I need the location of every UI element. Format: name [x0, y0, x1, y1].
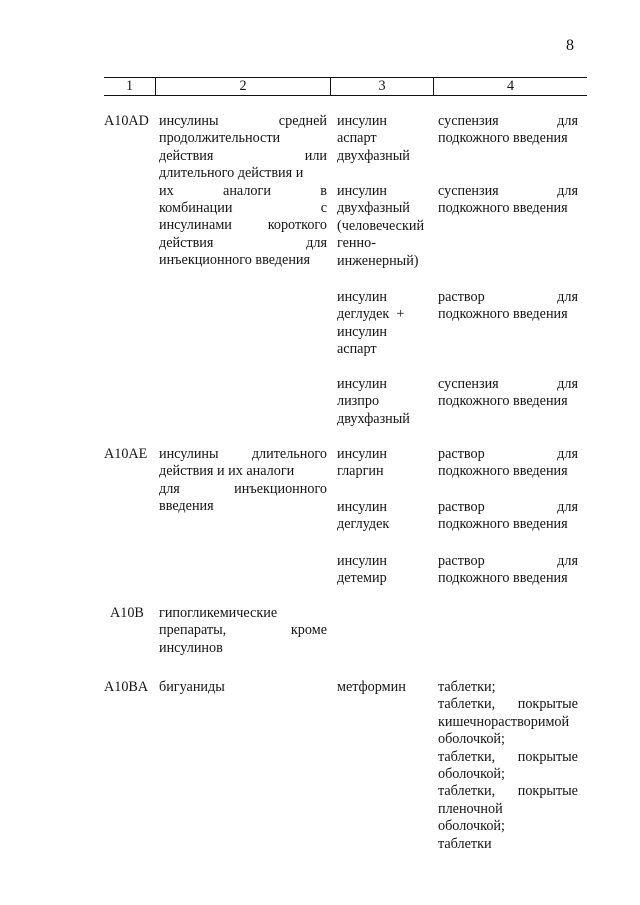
drug-name [337, 113, 431, 165]
dosage-form-line-word: для [557, 553, 578, 569]
dosage-form [438, 679, 578, 853]
drug-name-line: инсулин [337, 113, 388, 129]
drug-name-line: (человеческий [337, 217, 425, 234]
description-line [159, 640, 327, 657]
description-line [159, 446, 327, 463]
dosage-form-line [438, 130, 578, 147]
description-line-word: введения [159, 498, 214, 515]
drug-name-line: аспарт [337, 130, 377, 147]
dosage-form-line-word: для [557, 499, 578, 515]
dosage-form-line [438, 516, 578, 533]
page-number: 8 [566, 37, 574, 54]
dosage-form-line-word: для [557, 376, 578, 392]
description-line-word: инсулинами [159, 217, 232, 234]
dosage-form-line [438, 499, 578, 516]
drug-name [337, 499, 431, 534]
dosage-form-line [438, 679, 578, 696]
description-line-word: инсулины [159, 113, 219, 129]
dosage-form-line-word: пленочной [438, 800, 503, 817]
dosage-form-line-word: для [557, 446, 578, 462]
description-line [159, 200, 327, 217]
description-line-word: комбинации [159, 199, 233, 216]
dosage-form-line-word: раствор [438, 499, 485, 515]
description-line [159, 217, 327, 234]
dosage-form-line [438, 749, 578, 766]
drug-name-line: лизпро [337, 393, 380, 410]
dosage-form-line-word: подкожного введения [438, 516, 568, 533]
dosage-form-line [438, 818, 578, 835]
dosage-form-line-word: подкожного введения [438, 463, 568, 480]
description-line-word: для [159, 480, 180, 497]
description-line [159, 498, 327, 515]
description-line [159, 235, 327, 252]
dosage-form-line-word: подкожного введения [438, 200, 568, 217]
dosage-form [438, 183, 578, 218]
dosage-form-line-word: подкожного введения [438, 306, 568, 323]
drug-name-line: аспарт [337, 341, 377, 358]
dosage-form [438, 113, 578, 148]
drug-name-line: инсулин [337, 183, 388, 199]
description-line-word: с [320, 199, 327, 216]
dosage-form-line [438, 714, 578, 731]
description-line [159, 183, 327, 200]
dosage-form-line [438, 446, 578, 463]
group-description [159, 113, 327, 270]
dosage-form-line [438, 306, 578, 323]
drug-name-line: генно- [337, 235, 376, 252]
description-line-word: действия [159, 147, 214, 164]
atc-code: A10AE [104, 446, 148, 462]
dosage-form-line [438, 766, 578, 783]
drug-name-line: инсулин [337, 446, 388, 462]
drug-name-line: инсулин [337, 323, 388, 340]
description-line-word: или [304, 147, 327, 164]
dosage-form-line-word: для [557, 289, 578, 305]
description-line-word: инъекционного введения [159, 252, 311, 269]
dosage-form-line-word: для [557, 113, 578, 129]
dosage-form-line [438, 731, 578, 748]
atc-code: A10B [110, 605, 144, 621]
description-line [159, 463, 327, 480]
description-line-word: продолжительности [159, 130, 281, 147]
drug-name-line: деглудек [337, 516, 390, 533]
dosage-form [438, 376, 578, 411]
drug-name-line: двухфазный [337, 200, 410, 217]
group-description [159, 679, 327, 696]
dosage-form-line [438, 553, 578, 570]
dosage-form-line [438, 836, 578, 853]
dosage-form-line [438, 289, 578, 306]
dosage-form-line-word: покрытые [517, 783, 578, 800]
dosage-form-line-word: таблетки, [438, 748, 496, 765]
dosage-form-line [438, 696, 578, 713]
dosage-form-line-word: подкожного введения [438, 130, 568, 147]
header-col-3: 3 [378, 78, 386, 94]
description-line-word: действия [159, 234, 214, 251]
dosage-form-line [438, 183, 578, 200]
dosage-form [438, 289, 578, 324]
description-line-word: инъекционного [234, 480, 327, 497]
drug-name [337, 289, 431, 359]
dosage-form-line-word: для [557, 183, 578, 199]
dosage-form-line [438, 200, 578, 217]
dosage-form-line-word: суспензия [438, 113, 499, 129]
drug-name [337, 183, 431, 270]
dosage-form-line [438, 376, 578, 393]
dosage-form-line [438, 113, 578, 130]
dosage-form-line-word: подкожного введения [438, 393, 568, 410]
drug-name-line: двухфазный [337, 147, 410, 164]
dosage-form-line [438, 783, 578, 800]
header-bottom-rule [104, 95, 587, 96]
drug-name-line: детемир [337, 570, 387, 587]
dosage-form-line-word: таблетки, [438, 783, 496, 800]
dosage-form [438, 553, 578, 588]
dosage-form-line-word: покрытые [517, 748, 578, 765]
description-line [159, 130, 327, 147]
dosage-form-line-word: кишечнорастворимой [438, 713, 570, 730]
drug-name-line: инженерный) [337, 252, 419, 269]
description-line-word: гипогликемические [159, 605, 278, 621]
drug-name-line: инсулин [337, 499, 388, 515]
dosage-form-line-word: раствор [438, 289, 485, 305]
dosage-form-line-word: оболочкой; [438, 818, 505, 835]
description-line-word: длительного [251, 446, 327, 462]
atc-code: A10BA [104, 679, 149, 695]
description-line [159, 252, 327, 269]
header-col-4: 4 [506, 78, 515, 94]
drug-name [337, 446, 431, 481]
description-line-word: инсулины [159, 446, 219, 462]
group-description [159, 446, 327, 516]
dosage-form-line-word: оболочкой; [438, 731, 505, 748]
dosage-form-line-word: подкожного введения [438, 570, 568, 587]
description-line-word: инсулинов [159, 639, 223, 656]
dosage-form-line-word: оболочкой; [438, 765, 505, 782]
description-line [159, 622, 327, 639]
description-line-word: кроме [290, 622, 327, 639]
dosage-form-line-word: таблетки; [438, 679, 496, 695]
dosage-form-line-word: раствор [438, 553, 485, 569]
description-line-word: их [159, 182, 174, 199]
dosage-form-line [438, 801, 578, 818]
dosage-form [438, 446, 578, 481]
description-line [159, 481, 327, 498]
description-line-word: препараты, [159, 622, 227, 639]
dosage-form [438, 499, 578, 534]
dosage-form-line [438, 570, 578, 587]
header-col-1: 1 [125, 78, 134, 94]
drug-name-line: инсулин [337, 376, 388, 392]
group-description [159, 605, 327, 657]
drug-name [337, 376, 431, 428]
description-line-word: бигуаниды [159, 679, 225, 695]
dosage-form-line-word: суспензия [438, 376, 499, 392]
description-line-word: действия и их аналоги [159, 463, 295, 480]
description-line-word: короткого [267, 217, 327, 234]
drug-name [337, 553, 431, 588]
atc-code: A10AD [104, 113, 149, 129]
drug-name-line: гларгин [337, 463, 384, 480]
drug-name [337, 679, 431, 696]
drug-name-line: метформин [337, 679, 406, 695]
dosage-form-line [438, 463, 578, 480]
description-line-word: длительного действия и [159, 165, 304, 182]
drug-name-line: инсулин [337, 553, 388, 569]
description-line [159, 113, 327, 130]
drug-name-line: двухфазный [337, 410, 410, 427]
dosage-form-line [438, 393, 578, 410]
dosage-form-line-word: таблетки, [438, 696, 496, 713]
dosage-form-line-word: раствор [438, 446, 485, 462]
drug-name-line: деглудек + [337, 306, 405, 323]
description-line [159, 679, 327, 696]
description-line-word: средней [278, 113, 327, 129]
description-line-word: в [320, 182, 327, 199]
header-col-2: 2 [239, 78, 247, 94]
drug-name-line: инсулин [337, 289, 388, 305]
description-line-word: для [306, 234, 327, 251]
dosage-form-line-word: покрытые [517, 696, 578, 713]
dosage-form-line-word: таблетки [438, 835, 492, 852]
description-line [159, 165, 327, 182]
description-line [159, 148, 327, 165]
description-line [159, 605, 327, 622]
dosage-form-line-word: суспензия [438, 183, 499, 199]
description-line-word: аналоги [223, 182, 271, 199]
